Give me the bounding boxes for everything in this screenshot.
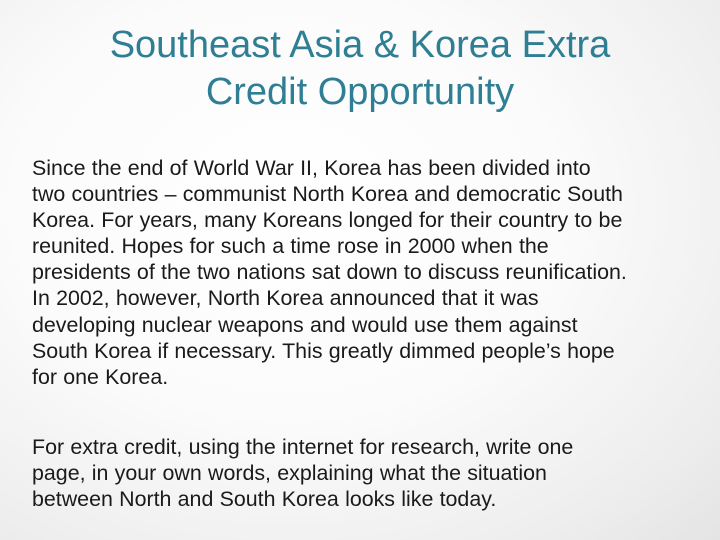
title-line-1: Southeast Asia & Korea Extra [109,24,611,66]
paragraph-1-line: Since the end of World War II, Korea has been divided into [32,156,591,180]
paragraph-2-line: between North and South Korea looks like today. [32,487,497,512]
paragraph-2-line: For extra credit, using the internet for research, write one [32,435,574,459]
paragraph-1-line: In 2002, however, North Korea announced that it was [32,286,539,311]
body-paragraph-1 [32,155,700,390]
paragraph-1-line: developing nuclear weapons and would use them against [32,312,578,337]
slide-title [24,22,696,116]
paragraph-2-line: page, in your own words, explaining what the situation [32,461,547,486]
paragraph-1-line: presidents of the two nations sat down to discuss reunification. [32,260,627,285]
paragraph-1-line: two countries – communist North Korea and democratic South [32,182,623,207]
title-line-2: Credit Opportunity [205,71,515,113]
paragraph-1-line: reunited. Hopes for such a time rose in 2000 when the [32,234,549,259]
paragraph-1-line: Korea. For years, many Koreans longed for their country to be [32,208,623,233]
paragraph-1-line: for one Korea. [32,364,169,389]
body-paragraph-2 [32,434,700,512]
paragraph-1-line: South Korea if necessary. This greatly dimmed people’s hope [32,338,615,363]
